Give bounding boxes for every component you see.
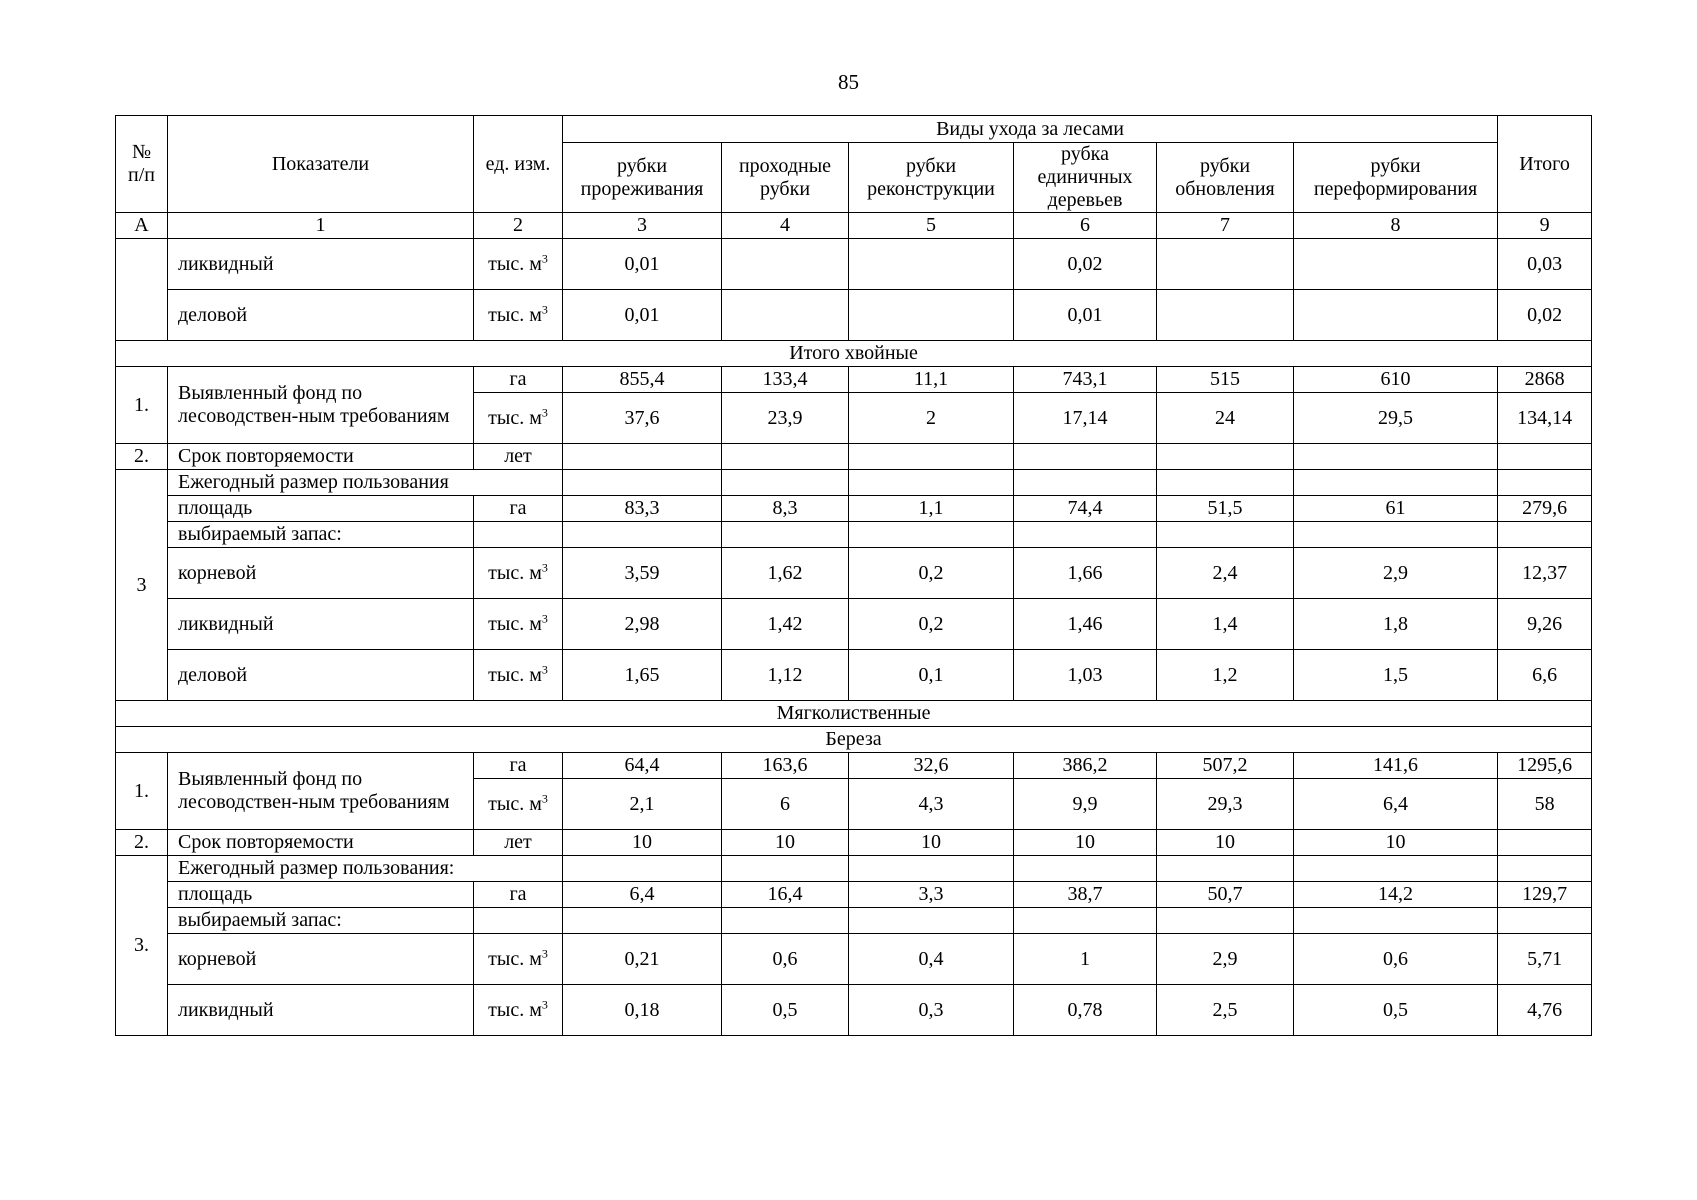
header-num: № п/п: [116, 116, 168, 213]
table-row: [116, 882, 1592, 908]
value-cell: 0,78: [1014, 985, 1157, 1036]
value-cell: 3,59: [563, 548, 722, 599]
value-cell: 0,2: [849, 548, 1014, 599]
value-cell: [1157, 522, 1294, 548]
unit-m3-power: 3: [541, 610, 548, 625]
value-cell: 83,3: [563, 496, 722, 522]
row-label: корневой: [168, 548, 474, 599]
value-cell: [849, 522, 1014, 548]
value-cell: [722, 290, 849, 341]
total-cell: 134,14: [1498, 393, 1592, 444]
header-type: рубки прореживания: [563, 143, 722, 213]
row-number: 3.: [116, 856, 168, 1036]
row-number: 3: [116, 470, 168, 701]
value-cell: 11,1: [849, 367, 1014, 393]
value-cell: [1294, 908, 1498, 934]
index-cell: 7: [1157, 213, 1294, 239]
value-cell: 163,6: [722, 753, 849, 779]
unit-m3-label: [488, 661, 548, 686]
header-type: рубки реконструкции: [849, 143, 1014, 213]
value-cell: 1,42: [722, 599, 849, 650]
total-cell: [1498, 908, 1592, 934]
row-label: деловой: [168, 650, 474, 701]
value-cell: 6,4: [1294, 779, 1498, 830]
total-cell: [1498, 522, 1592, 548]
unit-m3: [474, 548, 563, 599]
value-cell: [1294, 444, 1498, 470]
table-row: [116, 908, 1592, 934]
value-cell: 0,01: [563, 290, 722, 341]
value-cell: 0,21: [563, 934, 722, 985]
section-subtitle: Береза: [116, 727, 1592, 753]
value-cell: 1,2: [1157, 650, 1294, 701]
row-label: Срок повторяемости: [168, 444, 474, 470]
unit-m3-label: [488, 610, 548, 635]
unit-cell: [474, 522, 563, 548]
value-cell: 32,6: [849, 753, 1014, 779]
row-label: Ежегодный размер пользования: [168, 470, 563, 496]
header-type: проходные рубки: [722, 143, 849, 213]
unit-m3-base: тыс. м: [488, 561, 542, 584]
unit-m3-label: [488, 559, 548, 584]
table-row: [116, 496, 1592, 522]
value-cell: 10: [1294, 830, 1498, 856]
index-cell: 1: [168, 213, 474, 239]
value-cell: [1157, 470, 1294, 496]
value-cell: 10: [563, 830, 722, 856]
value-cell: 855,4: [563, 367, 722, 393]
value-cell: 29,5: [1294, 393, 1498, 444]
value-cell: 1,12: [722, 650, 849, 701]
value-cell: [1014, 444, 1157, 470]
section-title: Итого хвойные: [116, 341, 1592, 367]
table-row: [116, 599, 1592, 650]
unit-m3: [474, 934, 563, 985]
unit-m3-power: 3: [541, 559, 548, 574]
unit-years: лет: [474, 444, 563, 470]
table-row: [116, 650, 1592, 701]
value-cell: 29,3: [1157, 779, 1294, 830]
value-cell: 2,4: [1157, 548, 1294, 599]
value-cell: 0,02: [1014, 239, 1157, 290]
value-cell: 51,5: [1157, 496, 1294, 522]
value-cell: [563, 444, 722, 470]
unit-m3-power: 3: [541, 790, 548, 805]
value-cell: 2,98: [563, 599, 722, 650]
value-cell: [1294, 522, 1498, 548]
value-cell: 10: [849, 830, 1014, 856]
unit-m3: [474, 393, 563, 444]
header-indicator: Показатели: [168, 116, 474, 213]
value-cell: 507,2: [1157, 753, 1294, 779]
row-label: площадь: [168, 882, 474, 908]
row-label: Выявленный фонд по лесоводствен-ным требованиям: [168, 367, 474, 444]
value-cell: 10: [1014, 830, 1157, 856]
value-cell: [563, 470, 722, 496]
table-row: [116, 522, 1592, 548]
index-cell: А: [116, 213, 168, 239]
total-cell: 1295,6: [1498, 753, 1592, 779]
header-types-title: Виды ухода за лесами: [563, 116, 1498, 143]
unit-m3-base: тыс. м: [488, 998, 542, 1021]
value-cell: 0,6: [722, 934, 849, 985]
value-cell: 1,65: [563, 650, 722, 701]
index-cell: 8: [1294, 213, 1498, 239]
table-row: [116, 934, 1592, 985]
row-number: 1.: [116, 753, 168, 830]
value-cell: 1,8: [1294, 599, 1498, 650]
row-label: Срок повторяемости: [168, 830, 474, 856]
unit-m3-power: 3: [541, 404, 548, 419]
value-cell: 50,7: [1157, 882, 1294, 908]
row-label: ликвидный: [168, 599, 474, 650]
value-cell: [1157, 908, 1294, 934]
value-cell: 2,9: [1294, 548, 1498, 599]
value-cell: 14,2: [1294, 882, 1498, 908]
total-cell: [1498, 470, 1592, 496]
value-cell: 610: [1294, 367, 1498, 393]
row-label: Ежегодный размер пользования:: [168, 856, 563, 882]
value-cell: [1294, 470, 1498, 496]
value-cell: [563, 856, 722, 882]
value-cell: [849, 444, 1014, 470]
row-label: выбираемый запас:: [168, 522, 474, 548]
unit-m3-base: тыс. м: [488, 303, 542, 326]
index-row: [116, 213, 1592, 239]
value-cell: 24: [1157, 393, 1294, 444]
total-cell: 6,6: [1498, 650, 1592, 701]
header-type: рубки обновления: [1157, 143, 1294, 213]
unit-ha: га: [474, 753, 563, 779]
table-row: [116, 985, 1592, 1036]
table-row: [116, 856, 1592, 882]
row-label: Выявленный фонд по лесоводствен-ным требованиям: [168, 753, 474, 830]
unit-m3: [474, 599, 563, 650]
table-row: [116, 367, 1592, 393]
total-cell: 279,6: [1498, 496, 1592, 522]
row-label: корневой: [168, 934, 474, 985]
value-cell: 10: [1157, 830, 1294, 856]
value-cell: 1,62: [722, 548, 849, 599]
total-cell: 9,26: [1498, 599, 1592, 650]
value-cell: [1157, 290, 1294, 341]
total-cell: 12,37: [1498, 548, 1592, 599]
value-cell: 2,9: [1157, 934, 1294, 985]
unit-m3-label: [488, 790, 548, 815]
value-cell: 4,3: [849, 779, 1014, 830]
unit-m3: [474, 650, 563, 701]
value-cell: [1157, 239, 1294, 290]
value-cell: 743,1: [1014, 367, 1157, 393]
value-cell: 17,14: [1014, 393, 1157, 444]
row-label: площадь: [168, 496, 474, 522]
table-row: [116, 753, 1592, 779]
table-row: [116, 239, 1592, 290]
unit-years: лет: [474, 830, 563, 856]
unit-ha: га: [474, 496, 563, 522]
value-cell: 0,6: [1294, 934, 1498, 985]
value-cell: 10: [722, 830, 849, 856]
row-number: 1.: [116, 367, 168, 444]
total-cell: 129,7: [1498, 882, 1592, 908]
value-cell: 6,4: [563, 882, 722, 908]
total-cell: 4,76: [1498, 985, 1592, 1036]
unit-m3-power: 3: [541, 661, 548, 676]
total-cell: [1498, 830, 1592, 856]
header-type: рубки переформирования: [1294, 143, 1498, 213]
value-cell: 1,46: [1014, 599, 1157, 650]
unit-m3: [474, 779, 563, 830]
table-row: [116, 548, 1592, 599]
value-cell: [1157, 856, 1294, 882]
value-cell: 2: [849, 393, 1014, 444]
section-title: Мягколиственные: [116, 701, 1592, 727]
value-cell: 37,6: [563, 393, 722, 444]
index-cell: 5: [849, 213, 1014, 239]
index-cell: 4: [722, 213, 849, 239]
value-cell: 1,03: [1014, 650, 1157, 701]
value-cell: 38,7: [1014, 882, 1157, 908]
value-cell: 9,9: [1014, 779, 1157, 830]
unit-m3-label: [488, 996, 548, 1021]
unit-m3-base: тыс. м: [488, 792, 542, 815]
unit-ha: га: [474, 882, 563, 908]
unit-cell: [474, 908, 563, 934]
value-cell: 0,2: [849, 599, 1014, 650]
header-type: рубка единичных деревьев: [1014, 143, 1157, 213]
value-cell: [1014, 856, 1157, 882]
value-cell: 61: [1294, 496, 1498, 522]
value-cell: 141,6: [1294, 753, 1498, 779]
unit-m3: [474, 290, 563, 341]
row-label: ликвидный: [168, 239, 474, 290]
value-cell: 6: [722, 779, 849, 830]
total-cell: 0,03: [1498, 239, 1592, 290]
row-number: 2.: [116, 830, 168, 856]
value-cell: 2,1: [563, 779, 722, 830]
value-cell: [849, 239, 1014, 290]
index-cell: 6: [1014, 213, 1157, 239]
value-cell: [1014, 908, 1157, 934]
value-cell: 1,1: [849, 496, 1014, 522]
unit-m3: [474, 239, 563, 290]
value-cell: 23,9: [722, 393, 849, 444]
value-cell: [1294, 856, 1498, 882]
value-cell: [722, 856, 849, 882]
value-cell: 2,5: [1157, 985, 1294, 1036]
unit-m3-power: 3: [541, 945, 548, 960]
value-cell: [722, 444, 849, 470]
value-cell: 0,3: [849, 985, 1014, 1036]
value-cell: 0,4: [849, 934, 1014, 985]
value-cell: 0,18: [563, 985, 722, 1036]
value-cell: [563, 908, 722, 934]
unit-m3-power: 3: [541, 250, 548, 265]
value-cell: [722, 470, 849, 496]
value-cell: 0,5: [722, 985, 849, 1036]
unit-m3-power: 3: [541, 996, 548, 1011]
index-cell: 2: [474, 213, 563, 239]
value-cell: [722, 239, 849, 290]
unit-m3-base: тыс. м: [488, 947, 542, 970]
value-cell: [849, 856, 1014, 882]
row-number: 2.: [116, 444, 168, 470]
value-cell: [1294, 239, 1498, 290]
unit-m3-power: 3: [541, 301, 548, 316]
row-label: деловой: [168, 290, 474, 341]
value-cell: 16,4: [722, 882, 849, 908]
unit-m3-base: тыс. м: [488, 406, 542, 429]
unit-m3-base: тыс. м: [488, 663, 542, 686]
table-row: [116, 830, 1592, 856]
forest-care-table: [115, 115, 1592, 1036]
value-cell: 1: [1014, 934, 1157, 985]
value-cell: 1,5: [1294, 650, 1498, 701]
value-cell: 0,01: [1014, 290, 1157, 341]
value-cell: [1157, 444, 1294, 470]
value-cell: 1,66: [1014, 548, 1157, 599]
value-cell: [722, 522, 849, 548]
unit-m3-label: [488, 250, 548, 275]
value-cell: 515: [1157, 367, 1294, 393]
total-cell: 2868: [1498, 367, 1592, 393]
value-cell: [563, 522, 722, 548]
total-cell: 5,71: [1498, 934, 1592, 985]
value-cell: [849, 908, 1014, 934]
table-row: [116, 290, 1592, 341]
unit-m3-base: тыс. м: [488, 612, 542, 635]
total-cell: 58: [1498, 779, 1592, 830]
value-cell: 0,5: [1294, 985, 1498, 1036]
value-cell: 133,4: [722, 367, 849, 393]
value-cell: 0,01: [563, 239, 722, 290]
table-row: [116, 470, 1592, 496]
value-cell: 1,4: [1157, 599, 1294, 650]
value-cell: 0,1: [849, 650, 1014, 701]
header-unit: ед. изм.: [474, 116, 563, 213]
total-cell: [1498, 856, 1592, 882]
row-label: выбираемый запас:: [168, 908, 474, 934]
unit-m3: [474, 985, 563, 1036]
row-label: ликвидный: [168, 985, 474, 1036]
value-cell: 74,4: [1014, 496, 1157, 522]
value-cell: 64,4: [563, 753, 722, 779]
value-cell: [1294, 290, 1498, 341]
unit-ha: га: [474, 367, 563, 393]
header-total: Итого: [1498, 116, 1592, 213]
unit-m3-label: [488, 945, 548, 970]
value-cell: [849, 470, 1014, 496]
total-cell: [1498, 444, 1592, 470]
value-cell: [722, 908, 849, 934]
value-cell: [849, 290, 1014, 341]
value-cell: 386,2: [1014, 753, 1157, 779]
row-number: [116, 239, 168, 341]
unit-m3-base: тыс. м: [488, 252, 542, 275]
unit-m3-label: [488, 301, 548, 326]
page-number: 85: [838, 70, 859, 94]
index-cell: 3: [563, 213, 722, 239]
value-cell: 3,3: [849, 882, 1014, 908]
value-cell: 8,3: [722, 496, 849, 522]
value-cell: [1014, 522, 1157, 548]
unit-m3-label: [488, 404, 548, 429]
total-cell: 0,02: [1498, 290, 1592, 341]
index-cell: 9: [1498, 213, 1592, 239]
value-cell: [1014, 470, 1157, 496]
table-row: [116, 444, 1592, 470]
